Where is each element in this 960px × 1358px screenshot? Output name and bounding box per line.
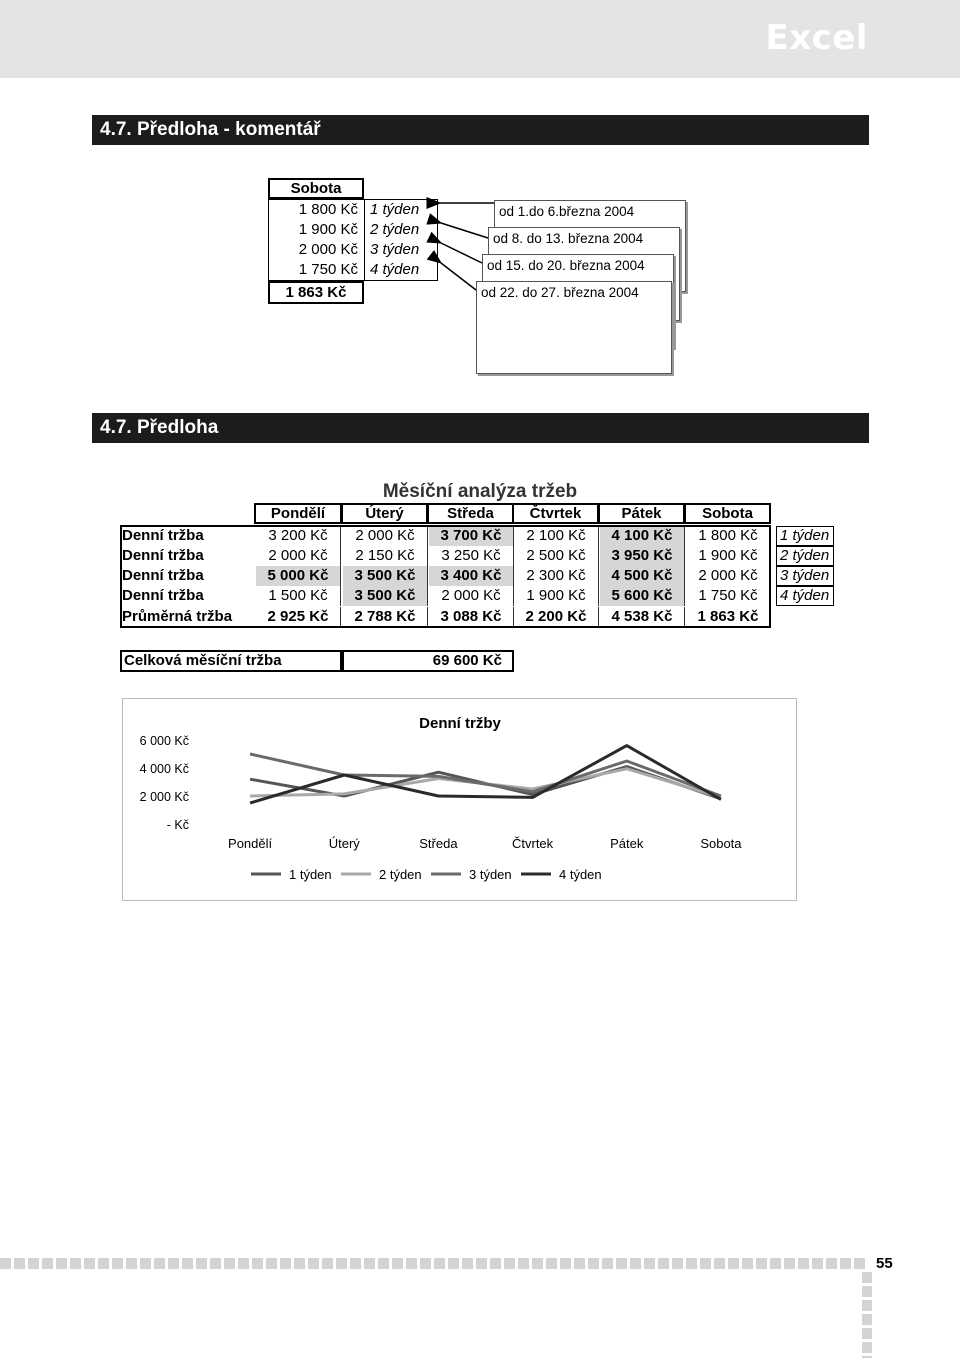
legend-label: 2 týden <box>379 867 422 882</box>
row-label: Denní tržba <box>122 587 204 604</box>
table-cell: 2 788 Kč <box>343 607 428 627</box>
comment-note-3: od 15. do 20. března 2004 <box>482 254 674 348</box>
arrow-4 <box>441 263 476 290</box>
comment-total: 1 863 Kč <box>268 281 364 304</box>
total-label: Celková měsíční tržba <box>120 650 342 672</box>
table-cell: 4 538 Kč <box>600 607 685 627</box>
page-number: 55 <box>876 1255 893 1272</box>
x-tick-label: Středa <box>419 836 458 851</box>
week-label: 4 týden <box>776 586 834 606</box>
line-chart <box>123 699 798 902</box>
x-tick-label: Úterý <box>328 836 360 851</box>
table-cell: 5 000 Kč <box>256 566 341 586</box>
table-cell: 2 300 Kč <box>514 566 599 586</box>
table-cell: 2 000 Kč <box>256 546 341 566</box>
table-cell: 2 100 Kč <box>514 526 599 546</box>
table-cell: 2 150 Kč <box>343 546 428 566</box>
y-tick-label: 4 000 Kč <box>139 762 189 776</box>
table-cell: 1 900 Kč <box>514 586 599 606</box>
week-label: 3 týden <box>776 566 834 586</box>
y-tick-label: 2 000 Kč <box>139 790 189 804</box>
row-label: Denní tržba <box>122 567 204 584</box>
table-cell: 3 200 Kč <box>256 526 341 546</box>
chart-container <box>122 698 797 901</box>
legend-label: 1 týden <box>289 867 332 882</box>
table-cell: 5 600 Kč <box>600 586 685 606</box>
table-cell: 2 000 Kč <box>686 566 771 586</box>
footer-dotted-line <box>0 1258 868 1269</box>
comment-week: 3 týden <box>370 241 420 258</box>
row-label: Denní tržba <box>122 527 204 544</box>
comment-value: 2 000 Kč <box>298 241 358 258</box>
table-cell: 3 250 Kč <box>429 546 514 566</box>
section-heading-template: 4.7. Předloha <box>92 413 869 443</box>
y-tick-label: - Kč <box>166 818 189 832</box>
comment-week: 2 týden <box>370 221 420 238</box>
table-title: Měsíční analýza tržeb <box>382 481 578 502</box>
table-cell: 3 700 Kč <box>429 526 514 546</box>
comment-week: 4 týden <box>370 261 420 278</box>
comment-arrows <box>0 0 960 400</box>
y-tick-label: 6 000 Kč <box>139 734 189 748</box>
day-header: Čtvrtek <box>512 503 599 524</box>
comment-col-header: Sobota <box>268 178 364 199</box>
table-cell: 3 950 Kč <box>600 546 685 566</box>
table-cell: 2 000 Kč <box>343 526 428 546</box>
section-heading-comment: 4.7. Předloha - komentář <box>92 115 869 145</box>
table-cell: 3 500 Kč <box>343 566 428 586</box>
day-header: Středa <box>427 503 514 524</box>
comment-note-2: od 8. do 13. března 2004 <box>488 227 680 321</box>
table-cell: 3 500 Kč <box>343 586 428 606</box>
x-tick-label: Pátek <box>610 836 644 851</box>
comment-value: 1 750 Kč <box>298 261 358 278</box>
day-header: Sobota <box>684 503 771 524</box>
arrow-3 <box>441 243 482 263</box>
comment-note-1: od 1.do 6.března 2004 <box>494 200 686 292</box>
x-tick-label: Čtvrtek <box>511 836 554 851</box>
footer-dotted-vertical <box>862 1272 872 1358</box>
table-row <box>120 546 840 566</box>
table-cell: 2 200 Kč <box>514 607 599 627</box>
table-row <box>120 526 840 546</box>
brand-title: Excel <box>765 18 868 58</box>
total-value: 69 600 Kč <box>342 650 514 672</box>
average-row <box>120 607 840 627</box>
table-cell: 2 000 Kč <box>429 586 514 606</box>
arrow-2 <box>441 223 488 238</box>
row-label: Denní tržba <box>122 547 204 564</box>
table-cell: 3 400 Kč <box>429 566 514 586</box>
row-label: Průměrná tržba <box>122 608 233 625</box>
day-header: Úterý <box>341 503 428 524</box>
comment-note-4: od 22. do 27. března 2004 <box>476 281 672 374</box>
table-row <box>120 586 840 606</box>
week-label: 1 týden <box>776 526 834 546</box>
table-cell: 4 500 Kč <box>600 566 685 586</box>
table-cell: 1 863 Kč <box>686 607 771 627</box>
table-cell: 1 500 Kč <box>256 586 341 606</box>
day-header: Pátek <box>598 503 685 524</box>
table-cell: 1 750 Kč <box>686 586 771 606</box>
comment-value: 1 900 Kč <box>298 221 358 238</box>
comment-value: 1 800 Kč <box>298 201 358 218</box>
table-cell: 3 088 Kč <box>429 607 514 627</box>
table-cell: 4 100 Kč <box>600 526 685 546</box>
table-cell: 2 500 Kč <box>514 546 599 566</box>
week-label: 2 týden <box>776 546 834 566</box>
day-header: Pondělí <box>254 503 342 524</box>
x-tick-label: Sobota <box>700 836 742 851</box>
table-cell: 2 925 Kč <box>256 607 341 627</box>
table-cell: 1 900 Kč <box>686 546 771 566</box>
chart-title: Denní tržby <box>419 715 501 732</box>
x-tick-label: Pondělí <box>228 836 273 851</box>
comment-week: 1 týden <box>370 201 420 218</box>
table-row <box>120 566 840 586</box>
legend-label: 4 týden <box>559 867 602 882</box>
table-cell: 1 800 Kč <box>686 526 771 546</box>
legend-label: 3 týden <box>469 867 512 882</box>
